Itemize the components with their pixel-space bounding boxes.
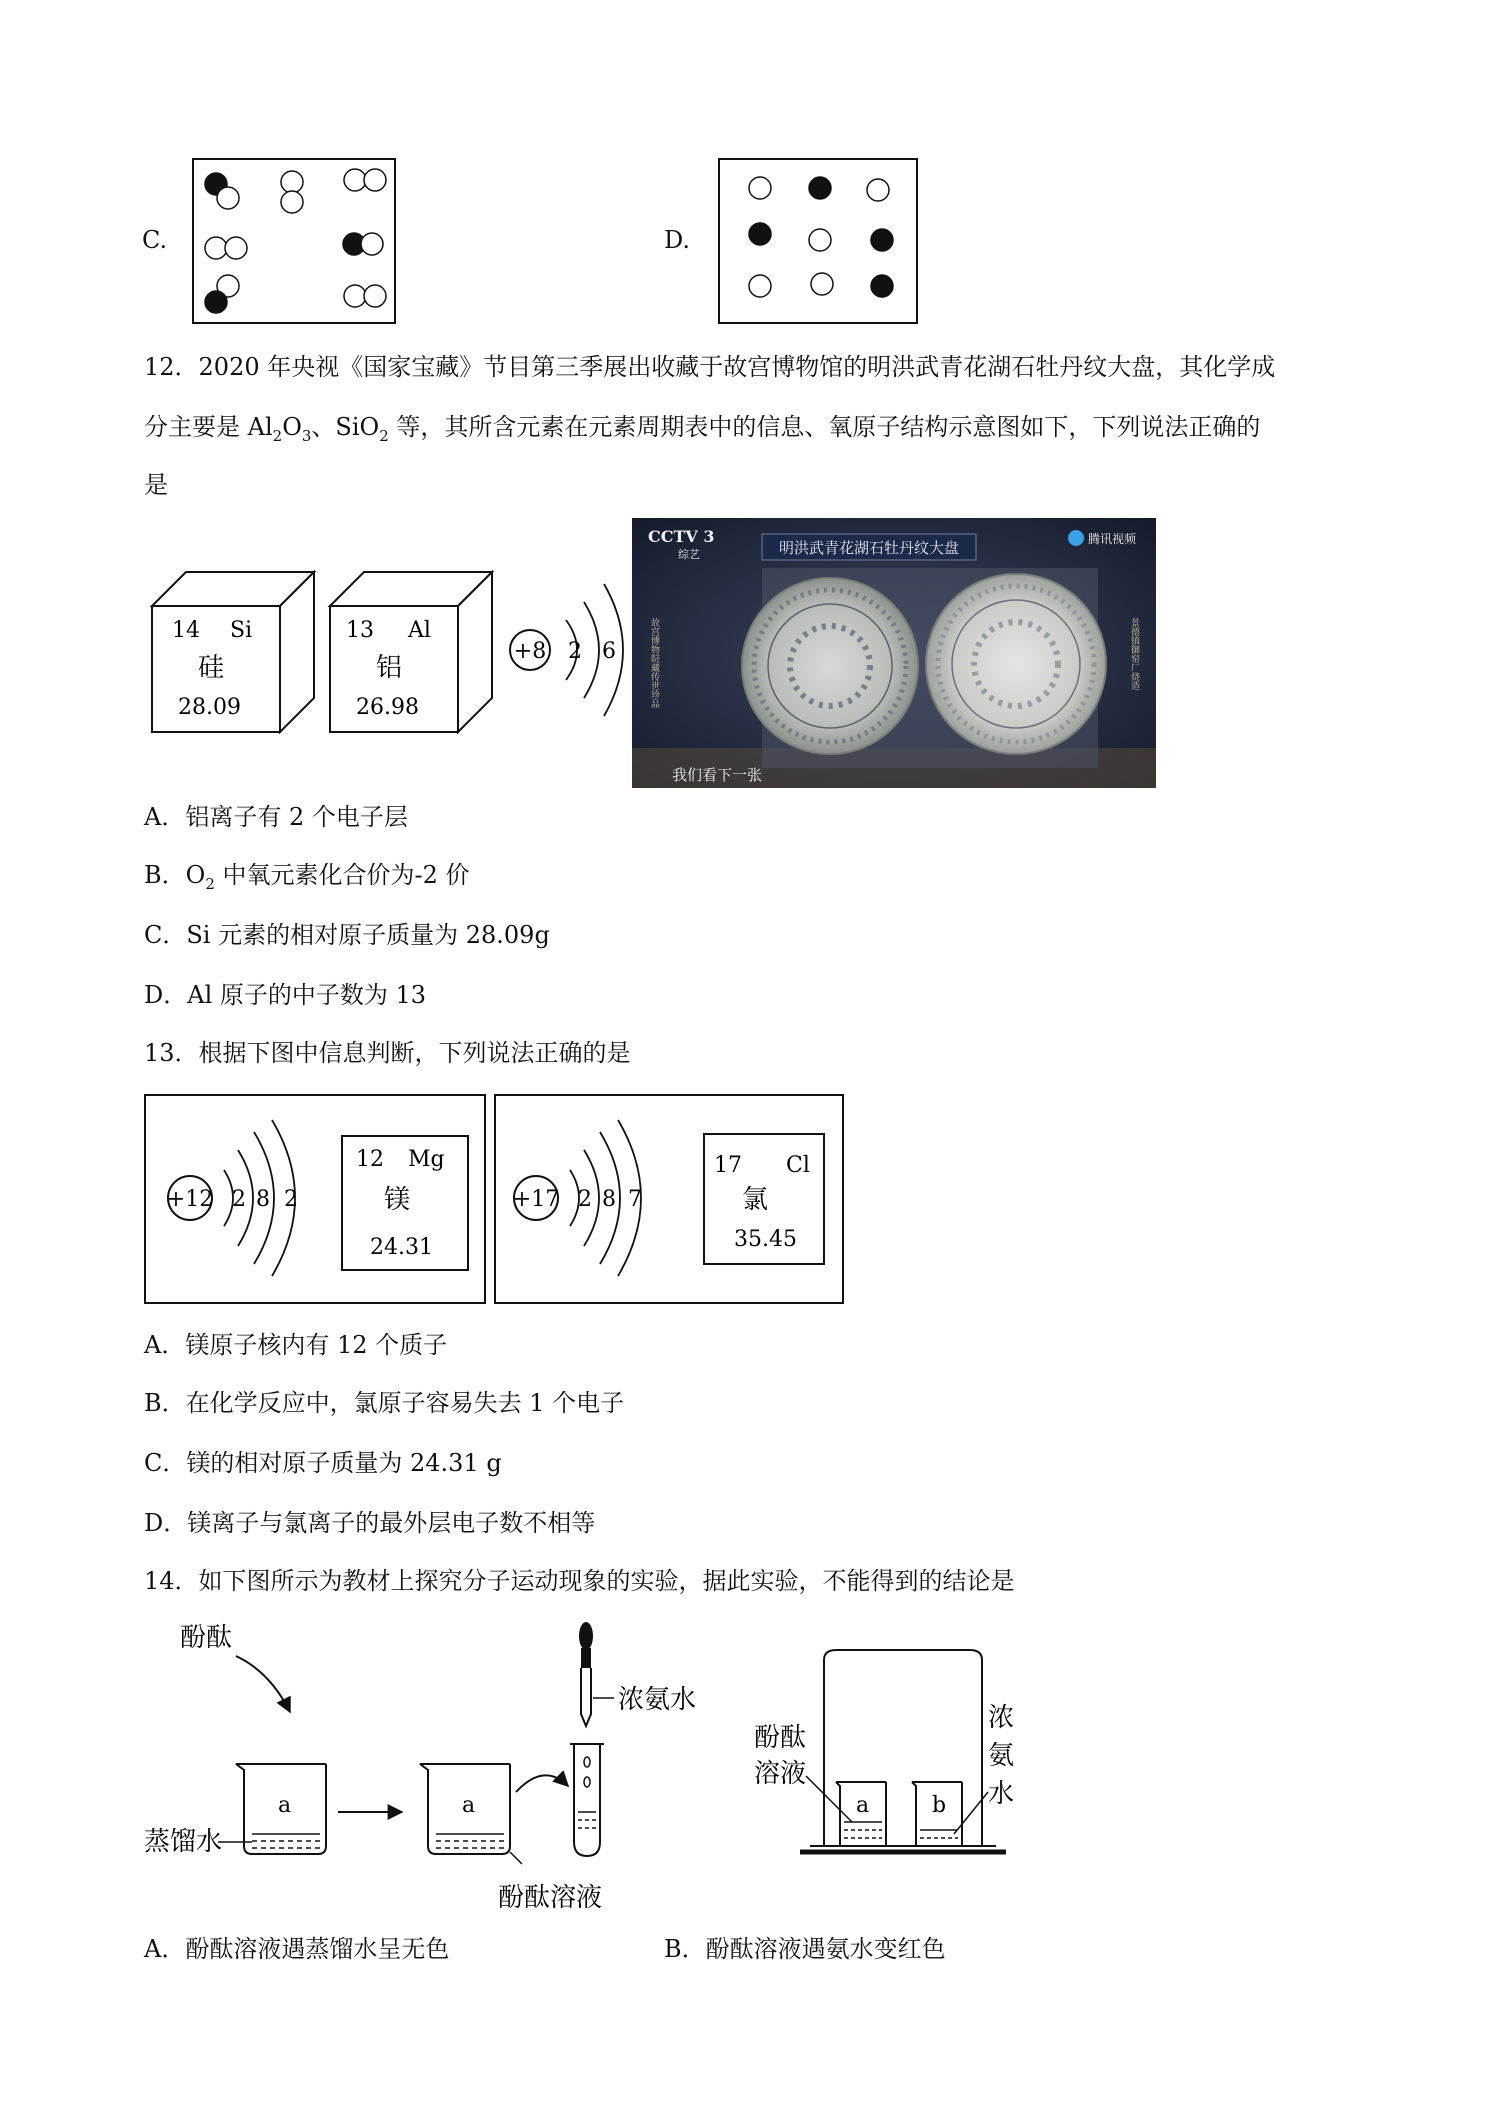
label-distilled-water: 蒸馏水 — [144, 1827, 223, 1857]
option-d-label: D. — [664, 226, 691, 254]
photo-title: 明洪武青花湖石牡丹纹大盘 — [778, 539, 960, 557]
mg-symbol: Mg — [408, 1147, 445, 1172]
sub-3: 3 — [301, 426, 312, 445]
label-phth-sol-left-1: 酚酞 — [754, 1723, 807, 1753]
q12-stem-line2 — [144, 412, 1260, 451]
q12-option-d: D．Al 原子的中子数为 13 — [144, 981, 427, 1009]
q13-option-d: D．镁离子与氯离子的最外层电子数不相等 — [144, 1509, 596, 1537]
oxygen-shell2: 6 — [602, 639, 616, 664]
q13-option-c: C．镁的相对原子质量为 24.31 g — [144, 1449, 502, 1477]
q12-option-b — [144, 860, 470, 899]
photo-channel-sub: 综艺 — [678, 548, 700, 561]
beaker-b-label: b — [932, 1793, 947, 1818]
photo-video-logo: 腾讯视频 — [1088, 532, 1137, 546]
al-element-card — [328, 570, 494, 736]
q14-stem: 14．如下图所示为教材上探究分子运动现象的实验，据此实验，不能得到的结论是 — [144, 1567, 1015, 1595]
label-phth-sol-left-2: 溶液 — [754, 1759, 807, 1789]
photo-channel: CCTV 3 — [648, 527, 715, 546]
molecule-diagram-d — [718, 158, 918, 324]
mg-number: 12 — [356, 1147, 384, 1172]
si-mass: 28.09 — [178, 695, 241, 720]
photo-side-left: 故宫博物院藏传世珍品 — [649, 618, 659, 708]
beaker-a-in-jar-label: a — [856, 1793, 870, 1818]
q12-stem-sio: 、SiO — [311, 413, 380, 441]
mg-nucleus: +12 — [166, 1187, 214, 1212]
cl-shell2: 8 — [602, 1187, 616, 1212]
q12-option-b-post: 中氧元素化合价为-2 价 — [214, 861, 470, 889]
q12-option-c: C．Si 元素的相对原子质量为 28.09g — [144, 921, 550, 949]
molecule-diagram-c — [192, 158, 396, 324]
cl-mass: 35.45 — [734, 1227, 797, 1252]
mg-shell1: 2 — [232, 1187, 246, 1212]
sub-2b: 2 — [379, 426, 389, 445]
q12-stem-line2-pre: 分主要是 Al — [144, 413, 273, 441]
q14-option-b: B．酚酞溶液遇氨水变红色 — [664, 1935, 946, 1963]
si-number: 14 — [172, 618, 200, 643]
mg-shell2: 8 — [256, 1187, 270, 1212]
si-element-card — [150, 570, 316, 736]
cl-shell3: 7 — [628, 1187, 642, 1212]
cl-number: 17 — [714, 1153, 742, 1178]
si-symbol: Si — [230, 618, 253, 643]
label-conc-ammonia-dropper: 浓氨水 — [618, 1685, 697, 1715]
q14-option-a: A．酚酞溶液遇蒸馏水呈无色 — [144, 1935, 450, 1963]
label-phenolphthalein-solution: 酚酞溶液 — [498, 1883, 603, 1913]
q12-option-b-sub: 2 — [205, 874, 215, 893]
q12-stem-line2-post: 等，其所含元素在元素周期表中的信息、氧原子结构示意图如下，下列说法正确的 — [388, 413, 1261, 441]
cl-name: 氯 — [742, 1185, 769, 1215]
q12-stem-line1: 12．2020 年央视《国家宝藏》节目第三季展出收藏于故宫博物馆的明洪武青花湖石牡丹纹大盘，其化学成 — [144, 353, 1276, 381]
mg-mass: 24.31 — [370, 1235, 433, 1260]
option-c-label: C. — [142, 226, 168, 254]
label-ammonia-v1: 浓 — [988, 1703, 1015, 1733]
photo-caption: 我们看下一张 — [672, 766, 763, 784]
si-name: 硅 — [198, 653, 225, 683]
al-mass: 26.98 — [356, 695, 419, 720]
photo-side-right: 景德镇御窑厂烧造 — [1129, 618, 1139, 690]
label-ammonia-v2: 氨 — [988, 1741, 1015, 1771]
porcelain-video-screenshot — [632, 518, 1156, 788]
q12-stem-o: O — [282, 413, 302, 441]
q13-option-a: A．镁原子核内有 12 个质子 — [144, 1331, 448, 1359]
label-ammonia-v3: 水 — [988, 1779, 1015, 1809]
q12-option-a: A．铝离子有 2 个电子层 — [144, 803, 408, 831]
mg-atom-panel — [144, 1094, 486, 1304]
sub-2: 2 — [272, 426, 283, 445]
cl-atom-panel — [494, 1094, 844, 1304]
q12-option-b-pre: B．O — [144, 861, 206, 889]
al-symbol: Al — [408, 618, 431, 643]
oxygen-shell1: 2 — [568, 639, 582, 664]
mg-name: 镁 — [384, 1185, 411, 1215]
q13-stem: 13．根据下图中信息判断，下列说法正确的是 — [144, 1039, 631, 1067]
mg-shell3: 2 — [284, 1187, 298, 1212]
al-number: 13 — [346, 618, 374, 643]
oxygen-atom-diagram — [506, 580, 632, 720]
cl-shell1: 2 — [578, 1187, 592, 1212]
beaker1-label: a — [278, 1793, 292, 1818]
q13-option-b: B．在化学反应中，氯原子容易失去 1 个电子 — [144, 1389, 625, 1417]
q12-stem-line3: 是 — [144, 471, 168, 499]
label-phenolphthalein: 酚酞 — [180, 1623, 233, 1653]
beaker2-label: a — [462, 1793, 476, 1818]
oxygen-nucleus: +8 — [513, 639, 547, 664]
cl-symbol: Cl — [786, 1153, 810, 1178]
molecular-motion-experiment-diagram — [140, 1616, 1040, 1916]
al-name: 铝 — [376, 653, 403, 683]
cl-nucleus: +17 — [512, 1187, 560, 1212]
